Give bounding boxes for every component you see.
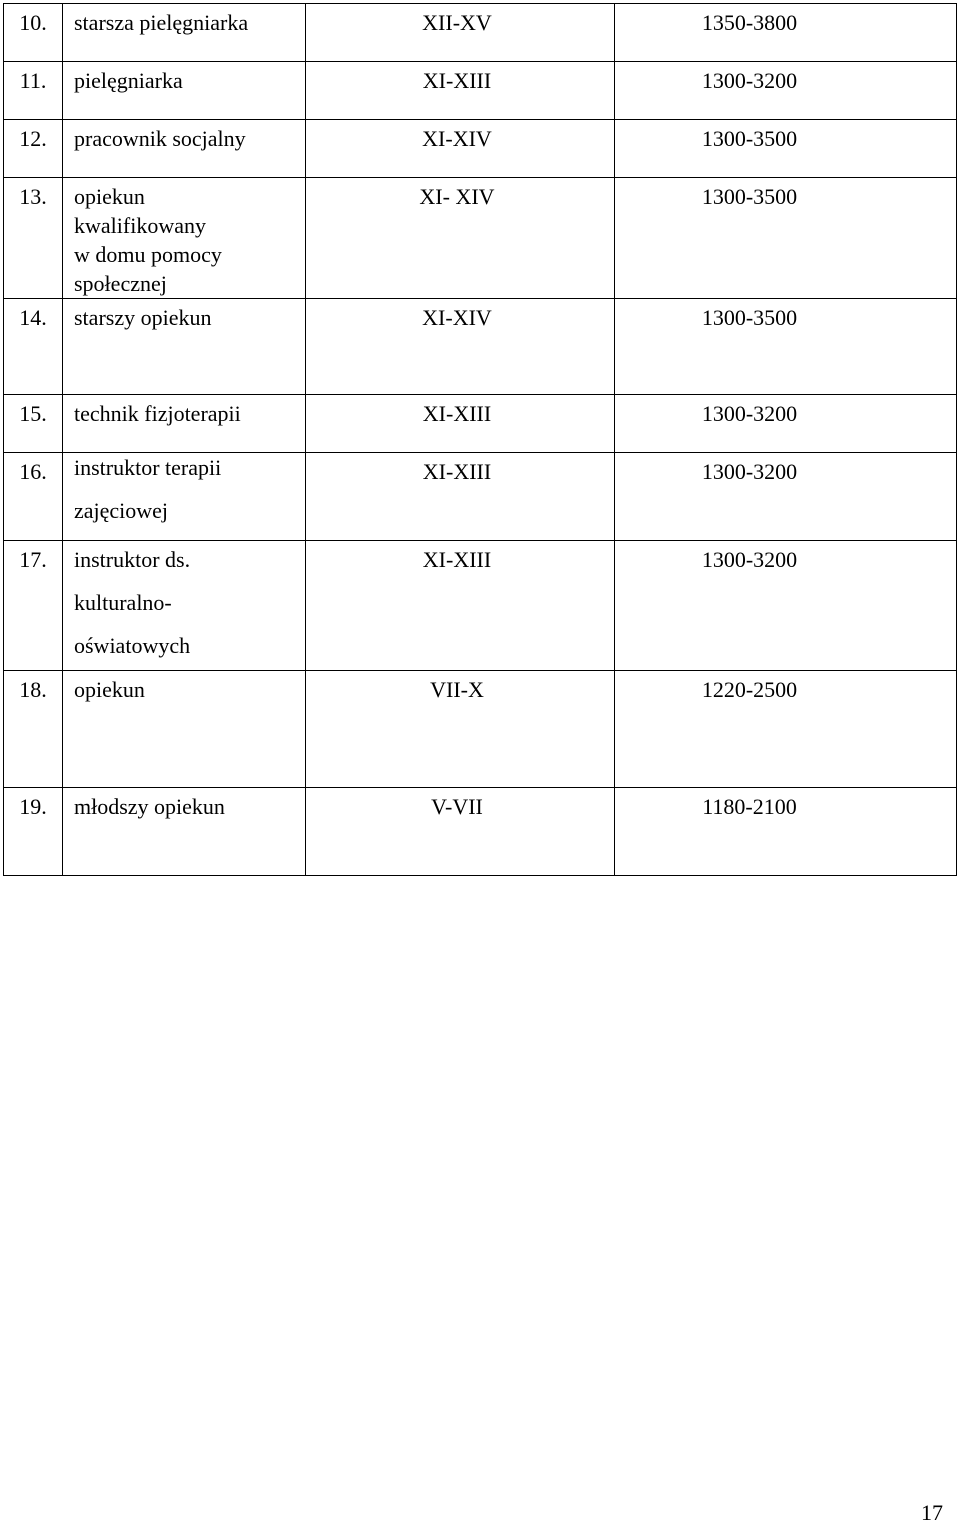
pay-category: XI-XIV [306, 299, 615, 395]
pay-rate: 1220-2500 [615, 671, 957, 788]
pay-rate: 1300-3200 [615, 541, 957, 671]
page-number: 17 [921, 1500, 943, 1525]
pay-rate: 1350-3800 [615, 4, 957, 62]
table-row [4, 453, 957, 541]
pay-rate: 1180-2100 [615, 788, 957, 876]
pay-rate: 1300-3200 [615, 62, 957, 120]
row-number: 15. [4, 395, 63, 453]
position-name: instruktor ds. kulturalno- oświatowych [63, 541, 306, 671]
row-number: 14. [4, 299, 63, 395]
row-number: 19. [4, 788, 63, 876]
table-row [4, 395, 957, 453]
position-name: młodszy opiekun [63, 788, 306, 876]
pay-category: XI-XIV [306, 120, 615, 178]
pay-rate: 1300-3200 [615, 395, 957, 453]
pay-rate: 1300-3200 [615, 453, 957, 541]
position-name: pracownik socjalny [63, 120, 306, 178]
table-row [4, 120, 957, 178]
pay-rate: 1300-3500 [615, 120, 957, 178]
position-name: opiekun [63, 671, 306, 788]
position-name: starsza pielęgniarka [63, 4, 306, 62]
row-number: 17. [4, 541, 63, 671]
position-name: starszy opiekun [63, 299, 306, 395]
salary-table [3, 3, 957, 876]
position-name: opiekun kwalifikowany w domu pomocy społecznej [63, 178, 306, 299]
pay-category: XII-XV [306, 4, 615, 62]
pay-category: XI-XIII [306, 453, 615, 541]
table-row [4, 788, 957, 876]
position-name: instruktor terapii zajęciowej [63, 453, 306, 541]
pay-category: XI-XIII [306, 62, 615, 120]
table-row [4, 671, 957, 788]
table-row [4, 178, 957, 299]
table-row [4, 4, 957, 62]
position-name: technik fizjoterapii [63, 395, 306, 453]
table-row [4, 299, 957, 395]
row-number: 12. [4, 120, 63, 178]
pay-rate: 1300-3500 [615, 299, 957, 395]
pay-category: XI-XIII [306, 395, 615, 453]
row-number: 13. [4, 178, 63, 299]
pay-rate: 1300-3500 [615, 178, 957, 299]
pay-category: V-VII [306, 788, 615, 876]
table-row [4, 62, 957, 120]
row-number: 18. [4, 671, 63, 788]
row-number: 11. [4, 62, 63, 120]
position-name: pielęgniarka [63, 62, 306, 120]
pay-category: VII-X [306, 671, 615, 788]
row-number: 16. [4, 453, 63, 541]
table-row [4, 541, 957, 671]
pay-category: XI-XIII [306, 541, 615, 671]
pay-category: XI- XIV [306, 178, 615, 299]
row-number: 10. [4, 4, 63, 62]
